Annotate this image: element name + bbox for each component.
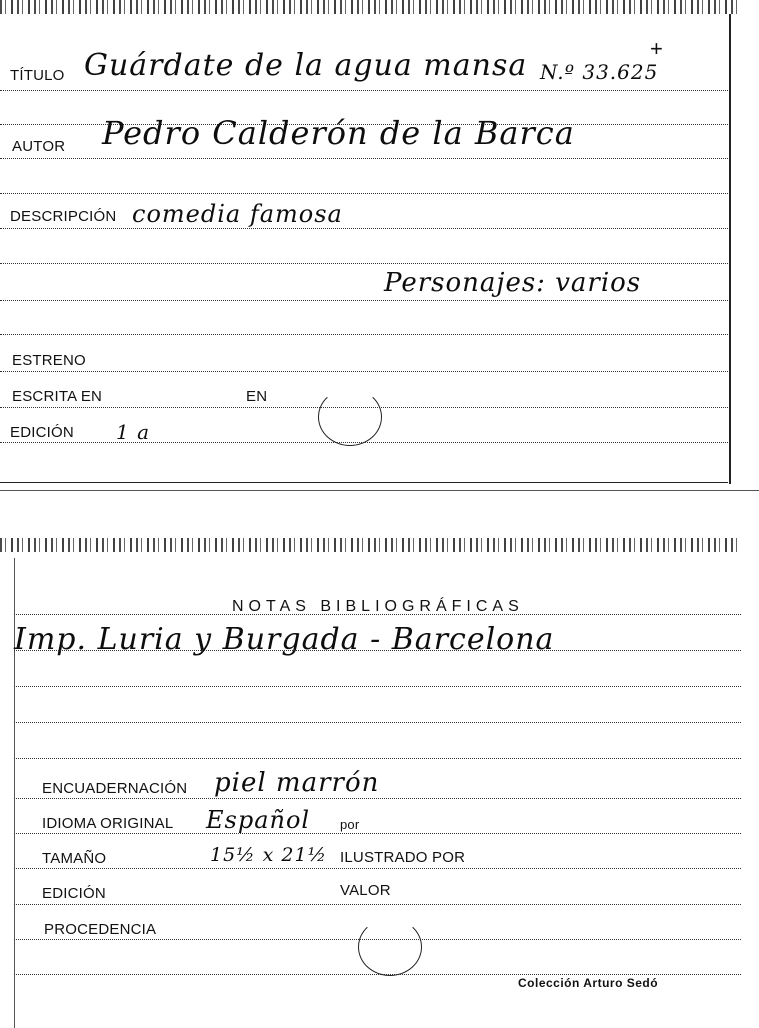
catalog-card-top — [0, 0, 741, 487]
catalog-number: N.º 33.625 — [540, 60, 659, 84]
personajes-note: Personajes: varios — [384, 268, 642, 298]
rule-6 — [0, 263, 728, 264]
rule-4 — [0, 193, 728, 194]
rule-autor — [0, 158, 728, 159]
en-label: EN — [246, 388, 268, 405]
catalog-card-bottom — [0, 538, 741, 1028]
rule-notas-5 — [14, 758, 741, 759]
encuadernacion-value: piel marrón — [214, 768, 380, 798]
encuadernacion-label: ENCUADERNACIÓN — [42, 780, 188, 797]
idioma-label: IDIOMA ORIGINAL — [42, 815, 174, 832]
valor-label: VALOR — [340, 882, 391, 899]
autor-value: Pedro Calderón de la Barca — [102, 114, 575, 152]
edicion-label-bottom: EDICIÓN — [42, 885, 106, 902]
rule-notas-3 — [14, 686, 741, 687]
rule-7 — [0, 300, 728, 301]
torn-edge-top — [0, 0, 741, 14]
rule-notas-1 — [14, 614, 741, 615]
rule-titulo — [0, 90, 728, 91]
edicion-label: EDICIÓN — [10, 424, 74, 441]
idioma-value: Español — [206, 806, 311, 834]
rule-estreno — [0, 371, 728, 372]
rule-encuadernacion — [14, 798, 741, 799]
titulo-value: Guárdate de la agua mansa — [84, 48, 528, 83]
rule-edicion-bottom — [14, 904, 741, 905]
punch-hole — [318, 388, 382, 446]
rule-last — [14, 974, 741, 975]
procedencia-label: PROCEDENCIA — [44, 921, 157, 938]
punch-hole-bottom — [358, 918, 422, 976]
rule-idioma — [14, 833, 741, 834]
card-separator — [0, 490, 759, 491]
edicion-value: 1 a — [116, 420, 151, 444]
catalog-mark: + — [650, 36, 663, 61]
rule-notas-4 — [14, 722, 741, 723]
estreno-label: ESTRENO — [12, 352, 86, 369]
notas-value: Imp. Luria y Burgada - Barcelona — [14, 622, 555, 657]
por-label: por — [340, 817, 360, 832]
tamano-label: TAMAÑO — [42, 850, 107, 867]
card-right-border — [729, 14, 731, 484]
escrita-en-label: ESCRITA EN — [12, 388, 103, 405]
rule-bottom — [0, 482, 728, 483]
rule-descripcion — [0, 228, 728, 229]
rule-8 — [0, 334, 728, 335]
autor-label: AUTOR — [12, 138, 66, 155]
descripcion-value: comedia famosa — [132, 200, 343, 228]
torn-edge-bottom-card — [0, 538, 741, 552]
rule-notas-2 — [14, 650, 741, 651]
titulo-label: TÍTULO — [10, 67, 65, 84]
notas-heading: NOTAS BIBLIOGRÁFICAS — [232, 598, 524, 615]
ilustrado-label: ILUSTRADO POR — [340, 849, 466, 866]
collection-footer: Colección Arturo Sedó — [518, 976, 659, 990]
descripcion-label: DESCRIPCIÓN — [10, 208, 117, 225]
rule-tamano — [14, 868, 741, 869]
tamano-value: 15½ x 21½ — [210, 844, 327, 866]
